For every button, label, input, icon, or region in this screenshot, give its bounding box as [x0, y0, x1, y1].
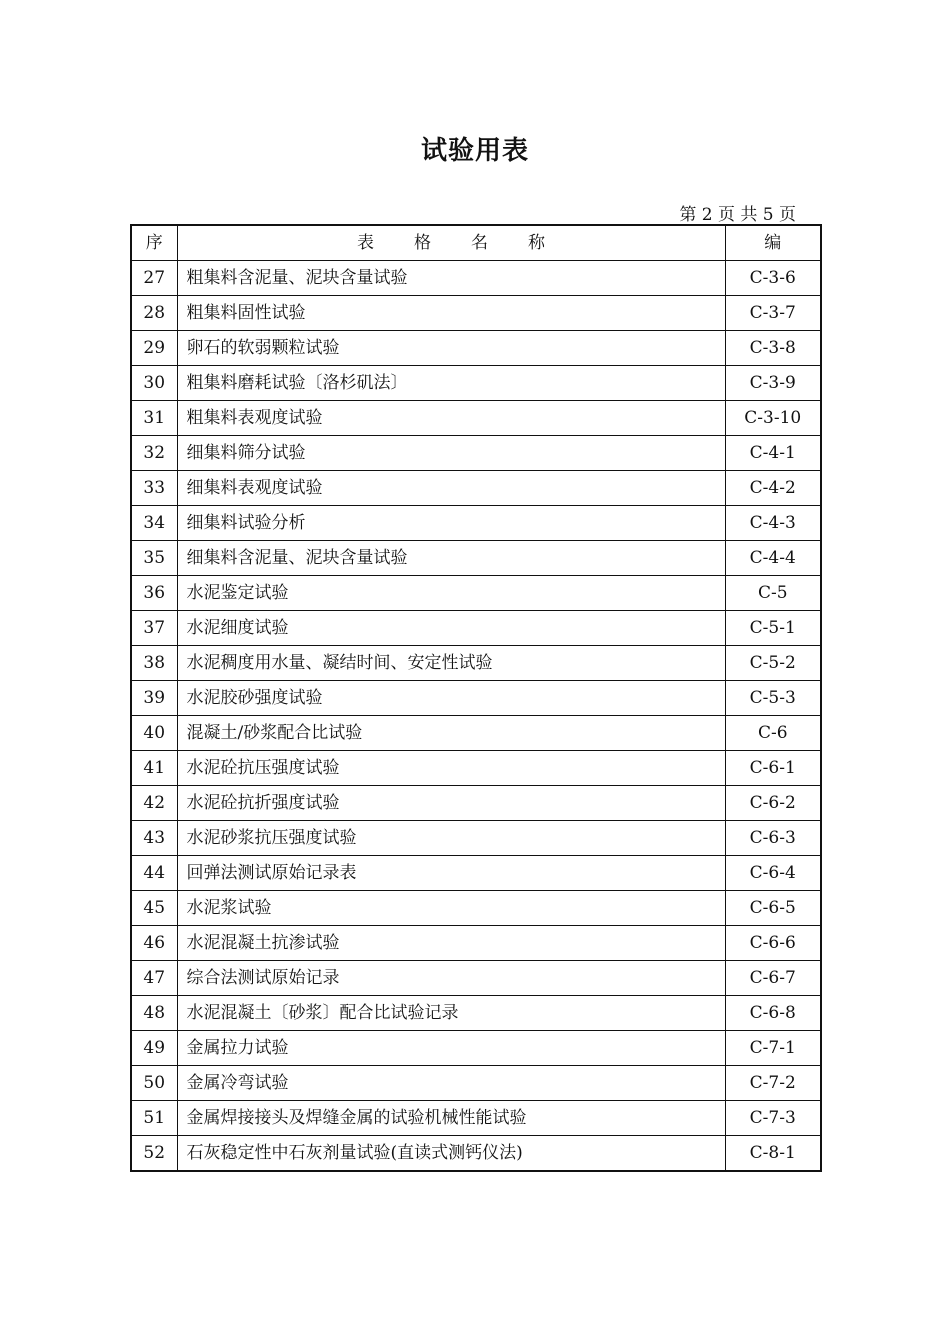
page-indicator: 第 2 页 共 5 页 — [679, 205, 796, 225]
row-seq-cell: 37 — [131, 611, 177, 646]
row-code-cell: C-3-10 — [725, 401, 821, 436]
table-row — [131, 366, 821, 401]
table-row — [131, 436, 821, 471]
table-body — [131, 261, 821, 1172]
row-seq-cell: 42 — [131, 786, 177, 821]
table-row — [131, 401, 821, 436]
row-seq-cell: 52 — [131, 1136, 177, 1172]
row-form-name-cell: 粗集料表观度试验 — [177, 401, 725, 436]
row-form-name-cell: 水泥混凝土〔砂浆〕配合比试验记录 — [177, 996, 725, 1031]
table-row — [131, 611, 821, 646]
row-seq-cell: 43 — [131, 821, 177, 856]
row-seq-cell: 45 — [131, 891, 177, 926]
table-row — [131, 856, 821, 891]
row-form-name-cell: 水泥砂浆抗压强度试验 — [177, 821, 725, 856]
page-title: 试验用表 — [420, 136, 529, 166]
table-row — [131, 646, 821, 681]
header-name: 表格名称 — [177, 225, 725, 261]
row-seq-cell: 34 — [131, 506, 177, 541]
table-row — [131, 786, 821, 821]
row-seq-cell: 46 — [131, 926, 177, 961]
table-row — [131, 961, 821, 996]
row-code-cell: C-6-1 — [725, 751, 821, 786]
table-row — [131, 261, 821, 296]
row-seq-cell: 48 — [131, 996, 177, 1031]
row-code-cell: C-5-2 — [725, 646, 821, 681]
table-row — [131, 821, 821, 856]
row-code-cell: C-4-4 — [725, 541, 821, 576]
table-row — [131, 471, 821, 506]
row-seq-cell: 32 — [131, 436, 177, 471]
row-code-cell: C-4-1 — [725, 436, 821, 471]
row-form-name-cell: 石灰稳定性中石灰剂量试验(直读式测钙仪法) — [177, 1136, 725, 1172]
row-form-name-cell: 细集料含泥量、泥块含量试验 — [177, 541, 725, 576]
table-row — [131, 296, 821, 331]
table-row — [131, 926, 821, 961]
row-form-name-cell: 回弹法测试原始记录表 — [177, 856, 725, 891]
table-row — [131, 681, 821, 716]
row-seq-cell: 36 — [131, 576, 177, 611]
row-code-cell: C-3-9 — [725, 366, 821, 401]
header-code: 编 — [725, 225, 821, 261]
row-code-cell: C-8-1 — [725, 1136, 821, 1172]
row-form-name-cell: 金属冷弯试验 — [177, 1066, 725, 1101]
table-row — [131, 1101, 821, 1136]
row-code-cell: C-5-3 — [725, 681, 821, 716]
row-form-name-cell: 卵石的软弱颗粒试验 — [177, 331, 725, 366]
row-code-cell: C-6-7 — [725, 961, 821, 996]
row-form-name-cell: 水泥砼抗压强度试验 — [177, 751, 725, 786]
row-seq-cell: 41 — [131, 751, 177, 786]
row-form-name-cell: 水泥浆试验 — [177, 891, 725, 926]
row-form-name-cell: 细集料试验分析 — [177, 506, 725, 541]
row-seq-cell: 30 — [131, 366, 177, 401]
row-code-cell: C-4-3 — [725, 506, 821, 541]
row-form-name-cell: 金属拉力试验 — [177, 1031, 725, 1066]
row-seq-cell: 27 — [131, 261, 177, 296]
row-form-name-cell: 水泥砼抗折强度试验 — [177, 786, 725, 821]
table-row — [131, 1136, 821, 1172]
table-row — [131, 576, 821, 611]
row-code-cell: C-7-3 — [725, 1101, 821, 1136]
row-code-cell: C-6-3 — [725, 821, 821, 856]
row-form-name-cell: 水泥胶砂强度试验 — [177, 681, 725, 716]
table-row — [131, 541, 821, 576]
row-seq-cell: 28 — [131, 296, 177, 331]
table-row — [131, 331, 821, 366]
row-code-cell: C-5 — [725, 576, 821, 611]
row-seq-cell: 40 — [131, 716, 177, 751]
row-form-name-cell: 水泥细度试验 — [177, 611, 725, 646]
table-row — [131, 891, 821, 926]
row-form-name-cell: 综合法测试原始记录 — [177, 961, 725, 996]
row-code-cell: C-6-8 — [725, 996, 821, 1031]
row-code-cell: C-3-7 — [725, 296, 821, 331]
row-seq-cell: 47 — [131, 961, 177, 996]
row-seq-cell: 35 — [131, 541, 177, 576]
row-code-cell: C-4-2 — [725, 471, 821, 506]
form-list-table — [130, 224, 822, 1172]
row-form-name-cell: 粗集料固性试验 — [177, 296, 725, 331]
row-seq-cell: 44 — [131, 856, 177, 891]
row-seq-cell: 51 — [131, 1101, 177, 1136]
row-code-cell: C-7-2 — [725, 1066, 821, 1101]
row-form-name-cell: 细集料表观度试验 — [177, 471, 725, 506]
row-form-name-cell: 细集料筛分试验 — [177, 436, 725, 471]
row-code-cell: C-6-5 — [725, 891, 821, 926]
row-form-name-cell: 金属焊接接头及焊缝金属的试验机械性能试验 — [177, 1101, 725, 1136]
table-row — [131, 751, 821, 786]
row-seq-cell: 39 — [131, 681, 177, 716]
table-row — [131, 996, 821, 1031]
row-seq-cell: 49 — [131, 1031, 177, 1066]
row-code-cell: C-7-1 — [725, 1031, 821, 1066]
row-code-cell: C-6-6 — [725, 926, 821, 961]
row-seq-cell: 50 — [131, 1066, 177, 1101]
table-row — [131, 716, 821, 751]
row-seq-cell: 29 — [131, 331, 177, 366]
row-form-name-cell: 混凝土/砂浆配合比试验 — [177, 716, 725, 751]
row-form-name-cell: 水泥稠度用水量、凝结时间、安定性试验 — [177, 646, 725, 681]
row-code-cell: C-6-2 — [725, 786, 821, 821]
row-form-name-cell: 粗集料含泥量、泥块含量试验 — [177, 261, 725, 296]
table-row — [131, 1031, 821, 1066]
row-form-name-cell: 粗集料磨耗试验〔洛杉矶法〕 — [177, 366, 725, 401]
row-code-cell: C-5-1 — [725, 611, 821, 646]
row-code-cell: C-3-6 — [725, 261, 821, 296]
row-seq-cell: 33 — [131, 471, 177, 506]
table-row — [131, 506, 821, 541]
row-form-name-cell: 水泥鉴定试验 — [177, 576, 725, 611]
table-header-row — [131, 225, 821, 261]
row-seq-cell: 38 — [131, 646, 177, 681]
row-form-name-cell: 水泥混凝土抗渗试验 — [177, 926, 725, 961]
header-seq: 序 — [131, 225, 177, 261]
row-code-cell: C-6 — [725, 716, 821, 751]
row-code-cell: C-6-4 — [725, 856, 821, 891]
row-seq-cell: 31 — [131, 401, 177, 436]
table-row — [131, 1066, 821, 1101]
row-code-cell: C-3-8 — [725, 331, 821, 366]
